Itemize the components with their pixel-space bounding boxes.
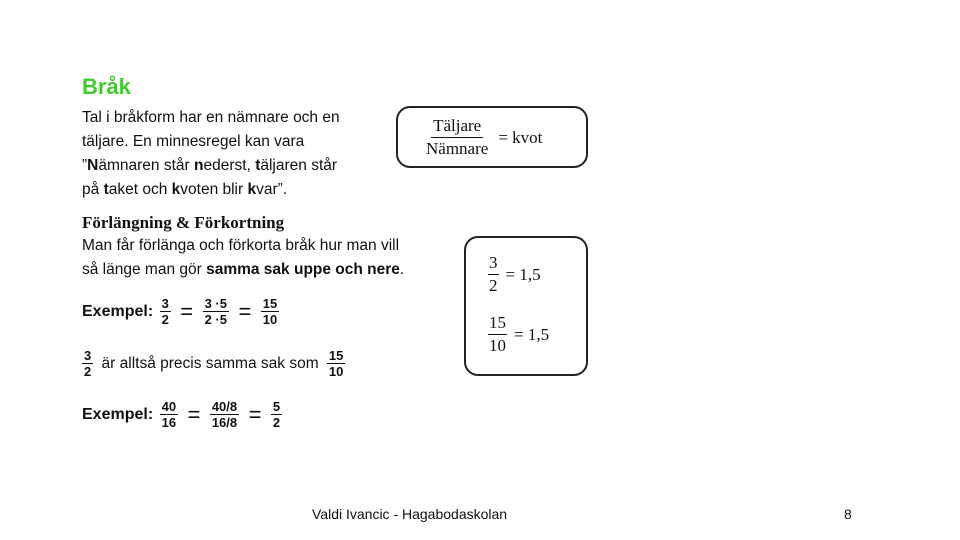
intro-text: äljaren står bbox=[260, 157, 338, 174]
formula-fraction bbox=[424, 115, 490, 160]
fraction bbox=[488, 312, 507, 357]
denominator-factor: 5 bbox=[219, 312, 227, 327]
numerator: 3 bbox=[84, 348, 92, 363]
value-result: = 1,5 bbox=[514, 324, 550, 344]
numerator bbox=[203, 296, 229, 312]
intro-bold: N bbox=[87, 157, 99, 174]
intro-line bbox=[82, 154, 382, 178]
intro-line bbox=[82, 130, 382, 154]
numerator-divisor: 8 bbox=[229, 399, 238, 414]
denominator: 10 bbox=[262, 312, 278, 327]
numerator: 15 bbox=[328, 348, 344, 363]
section-heading: Förlängning & Förkortning bbox=[82, 213, 285, 232]
value-row bbox=[486, 312, 549, 357]
numerator: 15 bbox=[262, 296, 278, 311]
fraction bbox=[271, 399, 282, 430]
intro-bold: n bbox=[194, 157, 204, 174]
fraction bbox=[203, 296, 229, 327]
fraction bbox=[488, 252, 499, 297]
equivalence-note bbox=[80, 348, 347, 379]
footer-text: Valdi Ivancic - Hagabodaskolan bbox=[312, 506, 508, 522]
section-bold: samma sak uppe och nere bbox=[206, 261, 400, 278]
intro-text: på bbox=[82, 181, 104, 198]
numerator: 40 bbox=[161, 399, 177, 414]
intro-text: voten blir bbox=[180, 181, 248, 198]
example-label: Exempel: bbox=[82, 302, 154, 320]
denominator: 2 bbox=[161, 312, 169, 327]
equals-sign: = bbox=[180, 298, 194, 324]
equals-sign: = bbox=[238, 298, 252, 324]
equals-sign: = bbox=[187, 401, 201, 427]
fraction bbox=[82, 348, 93, 379]
intro-line bbox=[82, 106, 382, 130]
formula bbox=[422, 115, 542, 160]
numerator: 3 bbox=[161, 296, 169, 311]
numerator: 5 bbox=[272, 399, 281, 414]
intro-text: Tal i bråkform har en nämnare och en bbox=[82, 109, 340, 126]
fraction bbox=[160, 296, 171, 327]
intro-bold: t bbox=[103, 181, 109, 198]
section-line bbox=[82, 258, 442, 282]
numerator bbox=[210, 399, 239, 415]
intro-bold: k bbox=[247, 181, 257, 198]
note-text: är alltså precis samma sak som bbox=[101, 354, 319, 372]
page-number: 8 bbox=[844, 506, 852, 522]
denominator-part: 2 · bbox=[204, 312, 220, 327]
fraction bbox=[327, 348, 345, 379]
intro-text: ” bbox=[82, 157, 88, 174]
formula-result: = kvot bbox=[498, 127, 543, 147]
example-2 bbox=[82, 399, 284, 430]
intro-bold: t bbox=[255, 157, 261, 174]
example-1 bbox=[82, 296, 281, 327]
intro-bold: k bbox=[171, 181, 181, 198]
denominator bbox=[203, 312, 229, 327]
fraction bbox=[160, 399, 178, 430]
section-text: . bbox=[399, 261, 405, 278]
section-line: Man får förlänga och förkorta bråk hur man vill bbox=[82, 237, 400, 254]
numerator: 3 bbox=[488, 252, 499, 275]
value-result: = 1,5 bbox=[505, 264, 541, 284]
denominator: 2 bbox=[84, 364, 92, 379]
numerator-part: 3 · bbox=[204, 296, 220, 311]
formula-numerator: Täljare bbox=[431, 115, 483, 138]
intro-text: ämnaren står bbox=[98, 157, 195, 174]
intro-text: ederst, bbox=[203, 157, 256, 174]
intro-text: var”. bbox=[256, 181, 288, 198]
denominator: 2 bbox=[272, 415, 281, 430]
equals-sign: = bbox=[248, 401, 262, 427]
example-label: Exempel: bbox=[82, 405, 154, 423]
intro-paragraph bbox=[82, 106, 382, 202]
numerator: 15 bbox=[488, 312, 507, 335]
fraction bbox=[261, 296, 279, 327]
denominator-divisor: 8 bbox=[229, 415, 238, 430]
denominator-part: 16/ bbox=[211, 415, 230, 430]
numerator-factor: 5 bbox=[219, 296, 227, 311]
denominator: 16 bbox=[161, 415, 177, 430]
slide-title: Bråk bbox=[82, 74, 131, 99]
intro-text: aket och bbox=[108, 181, 172, 198]
numerator-part: 40/ bbox=[211, 399, 230, 414]
fraction bbox=[210, 399, 239, 430]
formula-box bbox=[396, 106, 588, 168]
section-body bbox=[82, 234, 442, 282]
value-row bbox=[486, 252, 541, 297]
intro-line bbox=[82, 178, 382, 202]
denominator: 10 bbox=[328, 364, 344, 379]
values-box bbox=[464, 236, 588, 376]
denominator bbox=[210, 415, 239, 430]
section-text: så länge man gör bbox=[82, 261, 207, 278]
denominator: 2 bbox=[489, 276, 498, 295]
intro-text: täljare. En minnesregel kan vara bbox=[82, 133, 305, 150]
formula-denominator: Nämnare bbox=[426, 139, 489, 158]
denominator: 10 bbox=[489, 336, 506, 355]
